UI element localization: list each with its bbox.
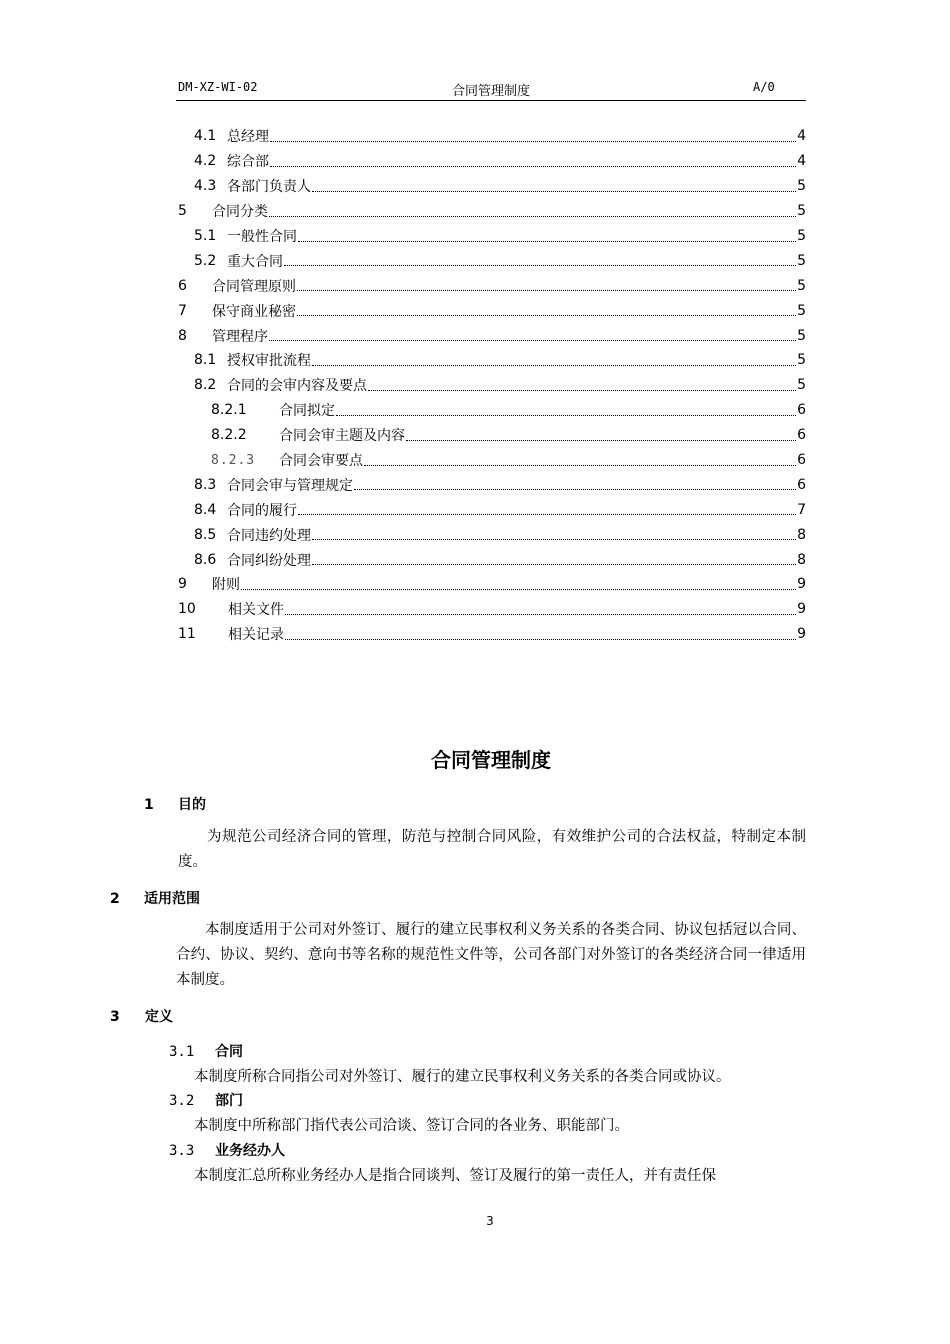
- toc-number: 8.2.3: [211, 452, 256, 468]
- subsection-title: 部门: [215, 1093, 243, 1109]
- toc-leader: [312, 365, 796, 366]
- toc-number: 8.3: [194, 476, 217, 493]
- document-code: DM-XZ-WI-02: [178, 80, 258, 94]
- toc-number: 8.6: [194, 551, 217, 568]
- toc-page: 5: [797, 377, 806, 394]
- toc-entry[interactable]: [176, 348, 806, 373]
- toc-number: 10: [178, 601, 196, 618]
- toc-number: 8: [178, 327, 187, 344]
- toc-title: 总经理: [227, 129, 269, 146]
- toc-leader: [312, 564, 796, 565]
- toc-page: 4: [797, 153, 806, 170]
- toc-number: 5: [178, 203, 187, 220]
- toc-page: 8: [797, 526, 806, 543]
- toc-leader: [241, 589, 796, 590]
- toc-leader: [312, 191, 796, 192]
- toc-number: 4.2: [194, 153, 217, 170]
- toc-leader: [285, 639, 796, 640]
- subsection-number: 3.1: [169, 1044, 195, 1060]
- page-header: [176, 80, 806, 101]
- toc-entry[interactable]: [176, 298, 806, 323]
- toc-leader: [336, 415, 796, 416]
- subsection-3-1-text: 本制度所称合同指公司对外签订、履行的建立民事权利义务关系的各类合同或协议。: [194, 1069, 731, 1085]
- subsection-number: 3.2: [169, 1093, 195, 1109]
- toc-leader: [364, 465, 796, 466]
- toc-title: 各部门负责人: [227, 179, 311, 196]
- page-number: 3: [486, 1214, 494, 1228]
- toc-entry[interactable]: [176, 373, 806, 398]
- toc-page: 9: [797, 626, 806, 643]
- toc-leader: [368, 390, 796, 391]
- toc-title: 一般性合同: [227, 229, 297, 245]
- toc-title: 相关文件: [228, 602, 284, 619]
- toc-leader: [297, 290, 796, 291]
- toc-number: 5.1: [194, 228, 217, 244]
- subsection-3-3-text: 本制度汇总所称业务经办人是指合同谈判、签订及履行的第一责任人，并有责任保: [194, 1168, 716, 1184]
- toc-number: 6: [178, 277, 187, 294]
- toc-title: 合同的履行: [227, 502, 297, 519]
- toc-entry[interactable]: [176, 273, 806, 298]
- section-number: 2: [110, 891, 120, 907]
- toc-number: 4.3: [194, 178, 217, 195]
- toc-entry[interactable]: [176, 398, 806, 423]
- toc-title: 合同的会审内容及要点: [227, 378, 367, 395]
- toc-page: 8: [797, 551, 806, 568]
- toc-entry[interactable]: [176, 547, 806, 572]
- toc-entry[interactable]: [176, 522, 806, 547]
- toc-title: 保守商业秘密: [212, 303, 296, 320]
- toc-entry[interactable]: [176, 224, 806, 249]
- toc-leader: [298, 514, 796, 515]
- toc-leader: [270, 141, 796, 142]
- section-2-text: 本制度适用于公司对外签订、履行的建立民事权利义务关系的各类合同、协议包括冠以合同、合约、协议、契约、意向书等名称的规范性文件等，公司各部门对外签订的各类经济合同一律适用本制度。: [176, 922, 806, 988]
- toc-page: 6: [797, 402, 806, 419]
- toc-entry[interactable]: [176, 199, 806, 224]
- toc-page: 9: [797, 601, 806, 618]
- toc-entry[interactable]: [176, 472, 806, 497]
- toc-entry[interactable]: [176, 497, 806, 522]
- toc-number: 7: [178, 302, 187, 319]
- toc-title: 重大合同: [227, 253, 283, 270]
- toc-leader: [354, 489, 796, 490]
- toc-page: 5: [797, 302, 806, 319]
- toc-number: 8.2.2: [211, 427, 247, 444]
- toc-entry[interactable]: [176, 597, 806, 622]
- toc-page: 7: [797, 501, 806, 518]
- revision-label: A/0: [753, 80, 775, 94]
- header-title: 合同管理制度: [451, 84, 530, 99]
- toc-entry[interactable]: [176, 423, 806, 448]
- toc-number: 8.5: [194, 526, 217, 543]
- toc-number: 9: [178, 576, 187, 593]
- toc-title: 合同管理原则: [212, 278, 296, 295]
- toc-entry[interactable]: [176, 323, 806, 348]
- toc-page: 5: [797, 203, 806, 220]
- toc-title: 合同会审主题及内容: [279, 428, 405, 445]
- toc-leader: [298, 241, 796, 242]
- subsection-number: 3.3: [169, 1143, 195, 1159]
- toc-entry[interactable]: [176, 174, 806, 199]
- toc-entry[interactable]: [176, 149, 806, 174]
- toc-title: 管理程序: [212, 328, 268, 345]
- section-heading-2: [110, 888, 200, 908]
- toc-page: 6: [797, 476, 806, 493]
- section-number: 1: [144, 797, 154, 813]
- table-of-contents: [176, 124, 806, 647]
- section-number: 3: [110, 1009, 120, 1025]
- toc-number: 11: [178, 626, 196, 643]
- toc-entry[interactable]: [176, 124, 806, 149]
- subsection-heading-3-2: [169, 1090, 243, 1110]
- subsection-heading-3-3: [169, 1140, 285, 1160]
- toc-page: 4: [797, 128, 806, 145]
- subsection-heading-3-1: [169, 1041, 243, 1061]
- toc-leader: [285, 614, 796, 615]
- toc-title: 综合部: [227, 154, 269, 171]
- toc-leader: [284, 265, 796, 266]
- subsection-title: 业务经办人: [215, 1143, 285, 1159]
- toc-entry[interactable]: [176, 622, 806, 647]
- section-title: 目的: [178, 797, 206, 813]
- toc-title: 附则: [212, 577, 240, 594]
- subsection-3-2-text: 本制度中所称部门指代表公司洽谈、签订合同的各业务、职能部门。: [194, 1118, 629, 1134]
- toc-number: 8.1: [194, 352, 217, 369]
- toc-leader: [406, 440, 796, 441]
- toc-page: 5: [797, 228, 806, 244]
- toc-page: 5: [797, 277, 806, 294]
- toc-page: 5: [797, 352, 806, 369]
- section-title: 定义: [145, 1009, 173, 1025]
- toc-entry[interactable]: [176, 572, 806, 597]
- toc-title: 合同会审要点: [279, 453, 363, 470]
- toc-page: 5: [797, 252, 806, 269]
- toc-leader: [270, 166, 796, 167]
- toc-title: 相关记录: [228, 627, 284, 644]
- toc-number: 8.2: [194, 377, 217, 394]
- section-heading-3: [110, 1006, 173, 1026]
- toc-leader: [297, 315, 796, 316]
- toc-leader: [269, 340, 796, 341]
- toc-number: 8.2.1: [211, 402, 247, 419]
- toc-page: 6: [797, 427, 806, 444]
- toc-title: 合同分类: [212, 204, 268, 221]
- toc-title: 合同纠纷处理: [227, 552, 311, 569]
- toc-leader: [312, 539, 796, 540]
- toc-number: 8.4: [194, 501, 217, 518]
- toc-page: 6: [797, 452, 806, 469]
- toc-title: 合同违约处理: [227, 527, 311, 544]
- subsection-title: 合同: [215, 1044, 243, 1060]
- toc-title: 合同会审与管理规定: [227, 477, 353, 494]
- toc-title: 授权审批流程: [227, 353, 311, 370]
- document-title: 合同管理制度: [431, 748, 551, 772]
- toc-page: 5: [797, 327, 806, 344]
- toc-title: 合同拟定: [279, 403, 335, 420]
- toc-page: 9: [797, 576, 806, 593]
- section-1-text: 为规范公司经济合同的管理，防范与控制合同风险，有效维护公司的合法权益，特制定本制度。: [178, 829, 806, 870]
- section-heading-1: [144, 794, 206, 814]
- toc-number: 4.1: [194, 128, 217, 145]
- toc-page: 5: [797, 178, 806, 195]
- section-title: 适用范围: [144, 891, 200, 907]
- toc-leader: [269, 216, 796, 217]
- toc-number: 5.2: [194, 252, 217, 269]
- toc-entry[interactable]: [176, 448, 806, 473]
- toc-entry[interactable]: [176, 248, 806, 273]
